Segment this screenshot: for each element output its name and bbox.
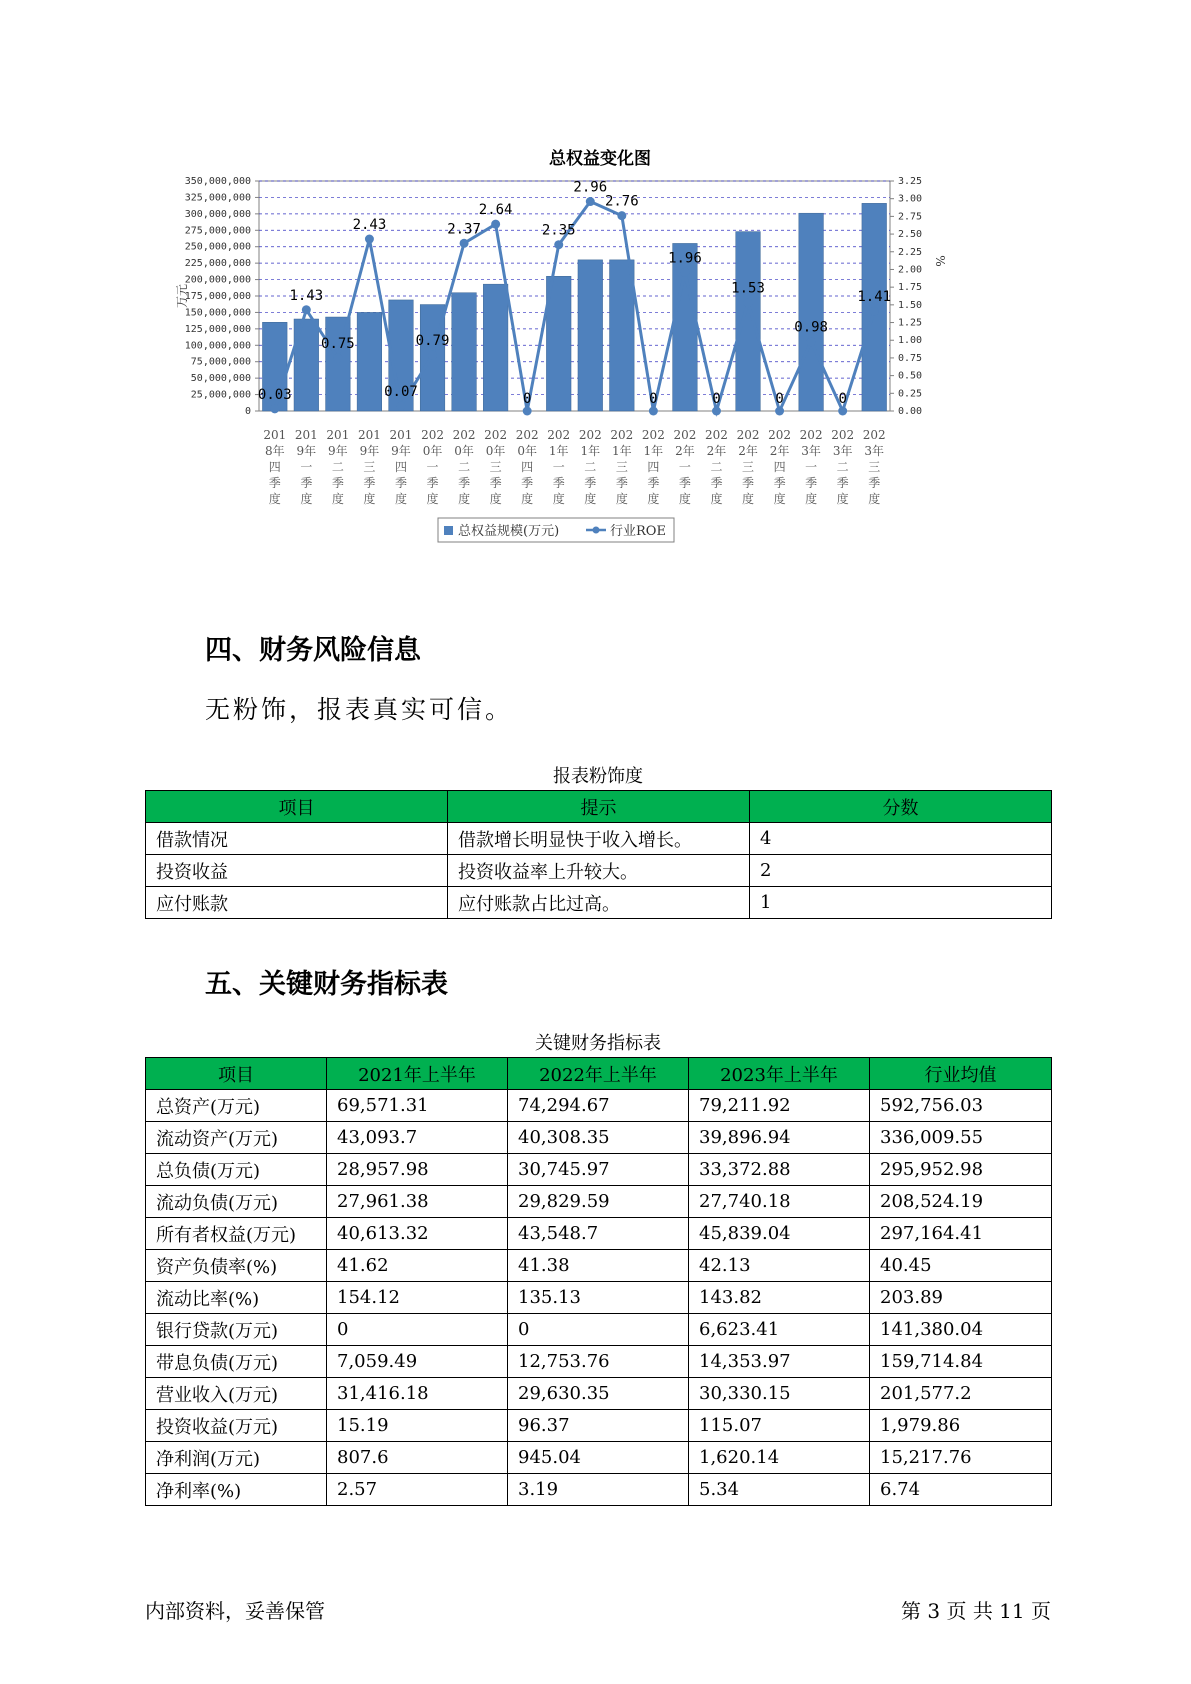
x-tick-label: 202 [705, 428, 728, 442]
kpi-table-cell: 流动比率(%) [146, 1282, 327, 1314]
kpi-table-cell: 115.07 [689, 1410, 870, 1442]
legend-bar-label: 总权益规模(万元) [458, 524, 560, 539]
kpi-table-cell: 945.04 [508, 1442, 689, 1474]
x-tick-label: 四 [647, 460, 660, 474]
kpi-table-cell: 31,416.18 [327, 1378, 508, 1410]
x-tick-label: 度 [647, 492, 660, 506]
x-tick-label: 202 [799, 428, 823, 442]
risk-summary-text: 无粉饰，报表真实可信。 [205, 695, 514, 724]
kpi-table-row [146, 1378, 1052, 1410]
x-tick-label: 度 [836, 492, 849, 506]
x-tick-label: 0年 [422, 444, 443, 458]
kpi-table-cell: 203.89 [870, 1282, 1052, 1314]
kpi-table-cell: 7,059.49 [327, 1346, 508, 1378]
kpi-table-cell: 43,093.7 [327, 1122, 508, 1154]
roe-data-label: 0.79 [415, 333, 450, 350]
roe-point [838, 407, 847, 416]
x-tick-label: 季 [489, 476, 502, 490]
risk-table [145, 790, 1052, 919]
left-tick-label: 275,000,000 [184, 225, 251, 237]
left-tick-label: 250,000,000 [184, 241, 251, 253]
x-tick-label: 202 [421, 428, 444, 442]
x-tick-label: 度 [363, 492, 376, 506]
x-tick-label: 3年 [801, 444, 821, 458]
kpi-table-cell: 27,961.38 [327, 1186, 508, 1218]
x-tick-label: 202 [484, 428, 508, 442]
x-tick-label: 202 [578, 428, 602, 442]
legend-line-label: 行业ROE [610, 524, 666, 539]
bar-equity [799, 213, 824, 411]
roe-point [460, 239, 469, 248]
roe-point [775, 407, 784, 416]
x-tick-label: 201 [357, 428, 381, 442]
right-tick-label: 1.75 [898, 282, 923, 294]
kpi-table-header-cell: 2022年上半年 [508, 1058, 689, 1090]
x-tick-label: 202 [673, 428, 697, 442]
x-tick-label: 0年 [454, 444, 474, 458]
risk-table-header-cell: 项目 [146, 791, 448, 823]
x-tick-label: 度 [710, 492, 723, 506]
roe-data-label: 2.43 [352, 217, 387, 234]
legend-bar-swatch [444, 526, 453, 535]
x-tick-label: 度 [584, 492, 597, 506]
x-tick-label: 季 [678, 476, 691, 490]
roe-data-label: 2.76 [604, 193, 639, 210]
kpi-table-cell: 295,952.98 [870, 1154, 1052, 1186]
kpi-table-cell: 0 [508, 1314, 689, 1346]
kpi-table-cell: 资产负债率(%) [146, 1250, 327, 1282]
kpi-table-cell: 29,829.59 [508, 1186, 689, 1218]
left-tick-label: 300,000,000 [184, 208, 251, 220]
x-tick-label: 四 [394, 460, 407, 474]
kpi-table-cell: 42.13 [689, 1250, 870, 1282]
kpi-table-cell: 28,957.98 [327, 1154, 508, 1186]
x-tick-label: 季 [773, 476, 786, 490]
section-heading-kpi: 五、关键财务指标表 [205, 969, 448, 1000]
right-tick-label: 0.50 [898, 370, 923, 382]
x-tick-label: 二 [458, 460, 471, 474]
right-tick-label: 0.25 [898, 388, 923, 400]
x-tick-label: 季 [300, 476, 313, 490]
risk-table-cell: 投资收益率上升较大。 [448, 855, 750, 887]
x-tick-label: 一 [678, 460, 691, 474]
roe-point [680, 268, 689, 277]
kpi-table-row [146, 1410, 1052, 1442]
kpi-table-cell: 159,714.84 [870, 1346, 1052, 1378]
x-tick-label: 度 [268, 492, 281, 506]
x-tick-label: 三 [363, 460, 376, 474]
x-tick-label: 0年 [517, 444, 537, 458]
x-tick-label: 二 [710, 460, 723, 474]
kpi-table-cell: 41.62 [327, 1250, 508, 1282]
risk-table-header-cell: 提示 [448, 791, 750, 823]
kpi-table-cell: 29,630.35 [508, 1378, 689, 1410]
kpi-table-header-cell: 2021年上半年 [327, 1058, 508, 1090]
x-tick-label: 三 [615, 460, 628, 474]
left-tick-label: 150,000,000 [184, 307, 251, 319]
kpi-table-header-cell: 项目 [146, 1058, 327, 1090]
kpi-table-cell: 39,896.94 [689, 1122, 870, 1154]
left-tick-label: 75,000,000 [190, 356, 251, 368]
risk-table-row [146, 855, 1052, 887]
bar-equity [736, 232, 761, 411]
risk-table-header-cell: 分数 [750, 791, 1052, 823]
left-tick-label: 50,000,000 [190, 373, 251, 385]
x-tick-label: 9年 [391, 444, 411, 458]
kpi-table-cell: 41.38 [508, 1250, 689, 1282]
kpi-table-cell: 154.12 [327, 1282, 508, 1314]
kpi-table-cell: 15.19 [327, 1410, 508, 1442]
risk-table-cell: 借款增长明显快于收入增长。 [448, 823, 750, 855]
x-tick-label: 一 [300, 460, 313, 474]
risk-table-row [146, 887, 1052, 919]
footer-page-number: 第 3 页 共 11 页 [901, 1599, 1051, 1623]
left-tick-label: 225,000,000 [184, 258, 251, 270]
right-tick-label: 3.00 [898, 193, 923, 205]
x-tick-label: 季 [426, 476, 439, 490]
kpi-table-cell: 营业收入(万元) [146, 1378, 327, 1410]
footer-confidential: 内部资料，妥善保管 [145, 1599, 325, 1623]
left-tick-label: 325,000,000 [184, 192, 251, 204]
roe-point [649, 407, 658, 416]
roe-data-label: 0.98 [794, 319, 828, 336]
kpi-table-cell: 43,548.7 [508, 1218, 689, 1250]
chart-svg [175, 138, 1020, 598]
kpi-table-row [146, 1474, 1052, 1506]
x-tick-label: 度 [742, 492, 755, 506]
right-tick-label: 2.25 [898, 246, 923, 258]
kpi-table-cell: 135.13 [508, 1282, 689, 1314]
kpi-table-cell: 带息负债(万元) [146, 1346, 327, 1378]
kpi-table-row [146, 1186, 1052, 1218]
kpi-table-cell: 45,839.04 [689, 1218, 870, 1250]
roe-data-label: 0 [775, 391, 784, 407]
kpi-table-cell: 74,294.67 [508, 1090, 689, 1122]
risk-table-cell: 应付账款占比过高。 [448, 887, 750, 919]
risk-table-cell: 应付账款 [146, 887, 448, 919]
x-tick-label: 度 [615, 492, 628, 506]
kpi-table-cell: 5.34 [689, 1474, 870, 1506]
kpi-table-cell: 流动负债(万元) [146, 1186, 327, 1218]
x-tick-label: 四 [773, 460, 786, 474]
kpi-table-cell: 流动资产(万元) [146, 1122, 327, 1154]
x-tick-label: 季 [331, 476, 344, 490]
x-tick-label: 度 [521, 492, 534, 506]
roe-data-label: 0.07 [384, 384, 418, 401]
kpi-table-cell: 807.6 [327, 1442, 508, 1474]
x-tick-label: 9年 [328, 444, 348, 458]
x-tick-label: 度 [552, 492, 565, 506]
kpi-table-cell: 79,211.92 [689, 1090, 870, 1122]
roe-data-label: 1.53 [731, 280, 765, 297]
kpi-table-cell: 141,380.04 [870, 1314, 1052, 1346]
x-tick-label: 2年 [706, 444, 727, 458]
kpi-table-row [146, 1218, 1052, 1250]
y-axis-left-label: 万元 [175, 283, 189, 309]
roe-data-label: 0.75 [321, 335, 355, 352]
x-tick-label: 202 [862, 428, 886, 442]
roe-data-label: 2.35 [541, 222, 576, 239]
kpi-table-cell: 总资产(万元) [146, 1090, 327, 1122]
right-tick-label: 2.00 [898, 264, 923, 276]
x-tick-label: 季 [394, 476, 407, 490]
x-tick-label: 二 [836, 460, 849, 474]
roe-point [333, 353, 342, 362]
kpi-table-cell: 143.82 [689, 1282, 870, 1314]
roe-point [870, 307, 879, 316]
left-tick-label: 125,000,000 [184, 323, 251, 335]
kpi-table-cell: 所有者权益(万元) [146, 1218, 327, 1250]
x-tick-label: 一 [805, 460, 818, 474]
kpi-table-cell: 15,217.76 [870, 1442, 1052, 1474]
kpi-table-cell: 208,524.19 [870, 1186, 1052, 1218]
risk-table-cell: 4 [750, 823, 1052, 855]
roe-data-label: 0 [712, 391, 721, 407]
x-tick-label: 202 [547, 428, 571, 442]
right-tick-label: 2.50 [898, 229, 923, 241]
chart-title: 总权益变化图 [549, 149, 651, 169]
x-tick-label: 2年 [738, 444, 758, 458]
x-tick-label: 度 [868, 492, 881, 506]
kpi-table-cell: 1,620.14 [689, 1442, 870, 1474]
x-tick-label: 2年 [769, 444, 790, 458]
x-tick-label: 8年 [264, 444, 285, 458]
x-tick-label: 度 [426, 492, 439, 506]
kpi-table-cell: 12,753.76 [508, 1346, 689, 1378]
roe-point [744, 298, 753, 307]
bar-equity [357, 312, 382, 411]
kpi-table-caption: 关键财务指标表 [535, 1033, 661, 1054]
x-tick-label: 度 [331, 492, 344, 506]
left-tick-label: 200,000,000 [184, 274, 251, 286]
left-tick-label: 175,000,000 [184, 291, 251, 302]
x-tick-label: 202 [768, 428, 792, 442]
kpi-table-cell: 6,623.41 [689, 1314, 870, 1346]
kpi-table-cell: 净利率(%) [146, 1474, 327, 1506]
kpi-table-cell: 净利润(万元) [146, 1442, 327, 1474]
legend-line-marker [593, 527, 600, 534]
kpi-table-cell: 1,979.86 [870, 1410, 1052, 1442]
roe-point [428, 351, 437, 360]
kpi-table-cell: 201,577.2 [870, 1378, 1052, 1410]
roe-data-label: 1.43 [289, 287, 324, 304]
kpi-table-header-cell: 行业均值 [870, 1058, 1052, 1090]
roe-data-label: 0 [649, 391, 658, 407]
x-tick-label: 季 [615, 476, 628, 490]
x-tick-label: 季 [647, 476, 660, 490]
x-tick-label: 度 [489, 492, 502, 506]
kpi-table-row [146, 1442, 1052, 1474]
x-tick-label: 三 [489, 460, 502, 474]
x-tick-label: 202 [452, 428, 476, 442]
roe-data-label: 1.41 [857, 289, 892, 306]
x-tick-label: 季 [742, 476, 755, 490]
x-tick-label: 三 [868, 460, 881, 474]
right-tick-label: 3.25 [898, 176, 923, 187]
x-tick-label: 2年 [675, 444, 695, 458]
roe-point [302, 305, 311, 314]
kpi-table-cell: 30,745.97 [508, 1154, 689, 1186]
x-tick-label: 1年 [580, 444, 601, 458]
right-tick-label: 1.50 [898, 299, 923, 311]
right-tick-label: 1.00 [898, 335, 923, 347]
equity-chart [175, 138, 1020, 598]
kpi-table-row [146, 1250, 1052, 1282]
kpi-table-row [146, 1314, 1052, 1346]
x-tick-label: 度 [773, 492, 786, 506]
kpi-table-cell: 297,164.41 [870, 1218, 1052, 1250]
kpi-table-cell: 40.45 [870, 1250, 1052, 1282]
risk-table-row [146, 823, 1052, 855]
roe-data-label: 2.37 [447, 221, 481, 238]
roe-data-label: 2.64 [478, 202, 513, 219]
x-tick-label: 1年 [612, 444, 632, 458]
kpi-table-row [146, 1154, 1052, 1186]
roe-point [270, 404, 279, 413]
roe-point [586, 197, 595, 206]
x-tick-label: 度 [678, 492, 691, 506]
kpi-table-cell: 96.37 [508, 1410, 689, 1442]
x-tick-label: 季 [584, 476, 597, 490]
x-tick-label: 201 [294, 428, 318, 442]
kpi-table-cell: 336,009.55 [870, 1122, 1052, 1154]
x-tick-label: 季 [710, 476, 723, 490]
x-tick-label: 9年 [296, 444, 317, 458]
x-tick-label: 1年 [643, 444, 664, 458]
x-tick-label: 1年 [548, 444, 569, 458]
x-tick-label: 度 [805, 492, 818, 506]
roe-point [807, 337, 816, 346]
right-tick-label: 1.25 [898, 317, 923, 329]
roe-point [491, 220, 500, 229]
x-tick-label: 度 [458, 492, 471, 506]
roe-data-label: 1.96 [668, 250, 702, 267]
x-tick-label: 二 [331, 460, 344, 474]
kpi-table-cell: 40,613.32 [327, 1218, 508, 1250]
kpi-table-cell: 40,308.35 [508, 1122, 689, 1154]
risk-table-caption: 报表粉饰度 [553, 766, 643, 787]
roe-data-label: 0 [838, 391, 847, 407]
y-axis-right-label: % [933, 255, 947, 267]
bar-equity [610, 260, 635, 411]
left-tick-label: 25,000,000 [190, 389, 251, 401]
bar-equity [452, 293, 477, 411]
x-tick-label: 3年 [864, 444, 885, 458]
kpi-table-cell: 6.74 [870, 1474, 1052, 1506]
x-tick-label: 202 [610, 428, 634, 442]
x-tick-label: 9年 [359, 444, 380, 458]
roe-point [365, 235, 374, 244]
x-tick-label: 三 [742, 460, 755, 474]
x-tick-label: 度 [300, 492, 313, 506]
x-tick-label: 3年 [832, 444, 853, 458]
roe-point [523, 407, 532, 416]
x-tick-label: 202 [641, 428, 665, 442]
x-tick-label: 一 [426, 460, 439, 474]
x-tick-label: 季 [868, 476, 881, 490]
kpi-table-cell: 592,756.03 [870, 1090, 1052, 1122]
risk-table-cell: 2 [750, 855, 1052, 887]
x-tick-label: 二 [584, 460, 597, 474]
bar-equity [578, 260, 603, 411]
x-tick-label: 一 [552, 460, 565, 474]
roe-point [396, 402, 405, 411]
kpi-table-cell: 2.57 [327, 1474, 508, 1506]
x-tick-label: 季 [521, 476, 534, 490]
kpi-table-row [146, 1122, 1052, 1154]
kpi-table-cell: 27,740.18 [689, 1186, 870, 1218]
x-tick-label: 季 [552, 476, 565, 490]
kpi-table-cell: 总负债(万元) [146, 1154, 327, 1186]
section-heading-risk: 四、财务风险信息 [205, 635, 421, 666]
roe-data-label: 0.03 [257, 386, 292, 403]
left-tick-label: 0 [244, 406, 251, 417]
x-tick-label: 202 [736, 428, 760, 442]
kpi-table-row [146, 1282, 1052, 1314]
right-tick-label: 0.00 [898, 406, 923, 417]
x-tick-label: 季 [363, 476, 376, 490]
kpi-table-cell: 银行贷款(万元) [146, 1314, 327, 1346]
kpi-table-cell: 33,372.88 [689, 1154, 870, 1186]
roe-data-label: 2.96 [573, 179, 608, 196]
risk-table-cell: 投资收益 [146, 855, 448, 887]
risk-table-cell: 借款情况 [146, 823, 448, 855]
kpi-table-header-cell: 2023年上半年 [689, 1058, 870, 1090]
bar-equity [483, 284, 508, 411]
x-tick-label: 季 [805, 476, 818, 490]
roe-point [554, 240, 563, 249]
roe-point [617, 211, 626, 220]
x-tick-label: 202 [515, 428, 539, 442]
right-tick-label: 0.75 [898, 352, 923, 364]
kpi-table-cell: 30,330.15 [689, 1378, 870, 1410]
roe-point [712, 407, 721, 416]
kpi-table-cell: 3.19 [508, 1474, 689, 1506]
left-tick-label: 100,000,000 [184, 340, 251, 352]
x-tick-label: 季 [268, 476, 281, 490]
kpi-table-cell: 投资收益(万元) [146, 1410, 327, 1442]
risk-table-cell: 1 [750, 887, 1052, 919]
kpi-table-cell: 14,353.97 [689, 1346, 870, 1378]
left-tick-label: 350,000,000 [184, 176, 251, 187]
x-tick-label: 四 [521, 460, 534, 474]
x-tick-label: 季 [458, 476, 471, 490]
x-tick-label: 0年 [485, 444, 506, 458]
kpi-table-cell: 69,571.31 [327, 1090, 508, 1122]
roe-data-label: 0 [522, 391, 532, 407]
x-tick-label: 季 [836, 476, 849, 490]
kpi-table-cell: 0 [327, 1314, 508, 1346]
kpi-table-row [146, 1346, 1052, 1378]
kpi-table-row [146, 1090, 1052, 1122]
x-tick-label: 202 [831, 428, 855, 442]
x-tick-label: 四 [268, 460, 281, 474]
kpi-table [145, 1057, 1052, 1506]
x-tick-label: 201 [326, 428, 350, 442]
x-tick-label: 201 [263, 428, 287, 442]
x-tick-label: 度 [394, 492, 407, 506]
x-tick-label: 201 [389, 428, 413, 442]
right-tick-label: 2.75 [898, 211, 923, 223]
